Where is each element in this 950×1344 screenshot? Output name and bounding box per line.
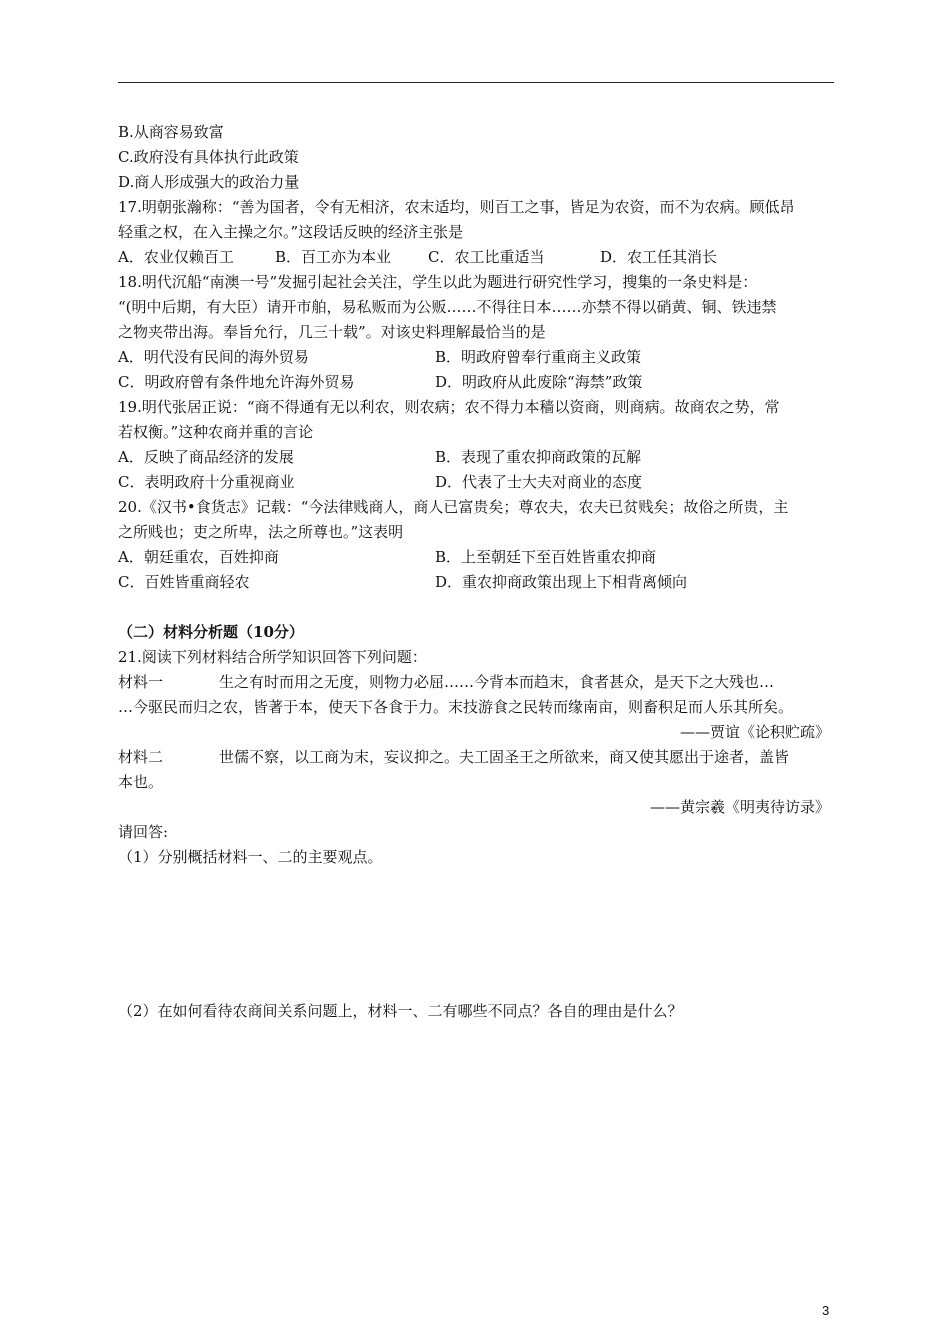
sub-question-2: （2）在如何看待农商间关系问题上，材料一、二有哪些不同点？各自的理由是什么？ xyxy=(118,1002,683,1020)
material-2 xyxy=(118,745,834,770)
option-a: A．朝廷重农，百姓抑商 xyxy=(118,548,279,566)
option-line: C.政府没有具体执行此政策 xyxy=(118,148,299,166)
question-19-stem: 19.明代张居正说：“商不得通有无以利农，则农病；农不得力本穑以资商，则商病。故商农之势，常 xyxy=(118,398,780,416)
option-d: D．代表了士大夫对商业的态度 xyxy=(435,473,643,491)
option-c: C．明政府曾有条件地允许海外贸易 xyxy=(118,373,355,391)
option-line: D.商人形成强大的政治力量 xyxy=(118,173,300,191)
question-19-options xyxy=(118,445,834,470)
page-number: 3 xyxy=(822,1303,830,1318)
page-content xyxy=(118,120,834,870)
question-18-stem: “(明中后期，有大臣）请开市舶，易私贩而为公贩……不得往日本……亦禁不得以硝黄、铜、铁违禁 xyxy=(118,298,777,316)
material-2-source: ——黄宗羲《明夷待访录》 xyxy=(649,798,830,816)
option-a: A．明代没有民间的海外贸易 xyxy=(118,348,309,366)
option-b: B．上至朝廷下至百姓皆重农抑商 xyxy=(435,548,657,566)
question-18-options xyxy=(118,370,834,395)
question-17-stem: 17.明朝张瀚称：“善为国者，令有无相济，农末适均，则百工之事，皆足为农资，而不为农病。顾低昂 xyxy=(118,198,795,216)
question-19-stem: 若权衡。”这种农商并重的言论 xyxy=(118,423,314,441)
material-1 xyxy=(118,670,834,695)
material-1-text: 生之有时而用之无度，则物力必屈……今背本而趋末，食者甚众，是天下之大残也… xyxy=(219,673,775,691)
question-18-stem: 18.明代沉船“南澳一号”发掘引起社会关注，学生以此为题进行研究性学习，搜集的一条史料是： xyxy=(118,273,758,291)
question-17-stem: 轻重之权，在入主操之尔。”这段话反映的经济主张是 xyxy=(118,223,464,241)
option-c: C．表明政府十分重视商业 xyxy=(118,473,295,491)
option-b: B．百工亦为本业 xyxy=(275,248,392,266)
question-19-options xyxy=(118,470,834,495)
question-20-options xyxy=(118,570,834,595)
material-1-source: ——贾谊《论积贮疏》 xyxy=(679,723,830,741)
option-line: B.从商容易致富 xyxy=(118,123,224,141)
material-2-text: 本也。 xyxy=(118,773,164,791)
sub-question-1: （1）分别概括材料一、二的主要观点。 xyxy=(118,848,383,866)
option-a: A．反映了商品经济的发展 xyxy=(118,448,294,466)
ask-label: 请回答: xyxy=(118,823,169,841)
section-title: （二）材料分析题（10分） xyxy=(118,623,304,641)
header-rule xyxy=(118,82,834,83)
option-c: C．百姓皆重商轻农 xyxy=(118,573,250,591)
option-b: B．表现了重农抑商政策的瓦解 xyxy=(435,448,642,466)
material-1-text: …今驱民而归之农，皆著于本，使天下各食于力。末技游食之民转而缘南亩，则畜积足而人乐其所矣。 xyxy=(118,698,794,716)
option-b: B．明政府曾奉行重商主义政策 xyxy=(435,348,642,366)
material-1-label: 材料一 xyxy=(118,673,164,691)
option-d: D．重农抑商政策出现上下相背离倾向 xyxy=(435,573,688,591)
option-d: D．明政府从此废除“海禁”政策 xyxy=(435,373,643,391)
question-18-stem: 之物夹带出海。奉旨允行，几三十载”。对该史料理解最恰当的是 xyxy=(118,323,546,341)
question-20-options xyxy=(118,545,834,570)
question-21-intro: 21.阅读下列材料结合所学知识回答下列问题： xyxy=(118,648,427,666)
option-c: C．农工比重适当 xyxy=(428,248,545,266)
option-d: D．农工任其消长 xyxy=(600,248,718,266)
question-18-options xyxy=(118,345,834,370)
question-20-stem: 20.《汉书•食货志》记载：“今法律贱商人，商人已富贵矣；尊农夫，农夫已贫贱矣；故俗之所贵，主 xyxy=(118,498,789,516)
material-2-text: 世儒不察，以工商为末，妄议抑之。夫工固圣王之所欲来，商又使其愿出于途者，盖皆 xyxy=(219,748,790,766)
question-20-stem: 之所贱也；吏之所卑，法之所尊也。”这表明 xyxy=(118,523,404,541)
material-2-label: 材料二 xyxy=(118,748,164,766)
option-a: A．农业仅赖百工 xyxy=(118,248,234,266)
question-17-options xyxy=(118,245,834,270)
